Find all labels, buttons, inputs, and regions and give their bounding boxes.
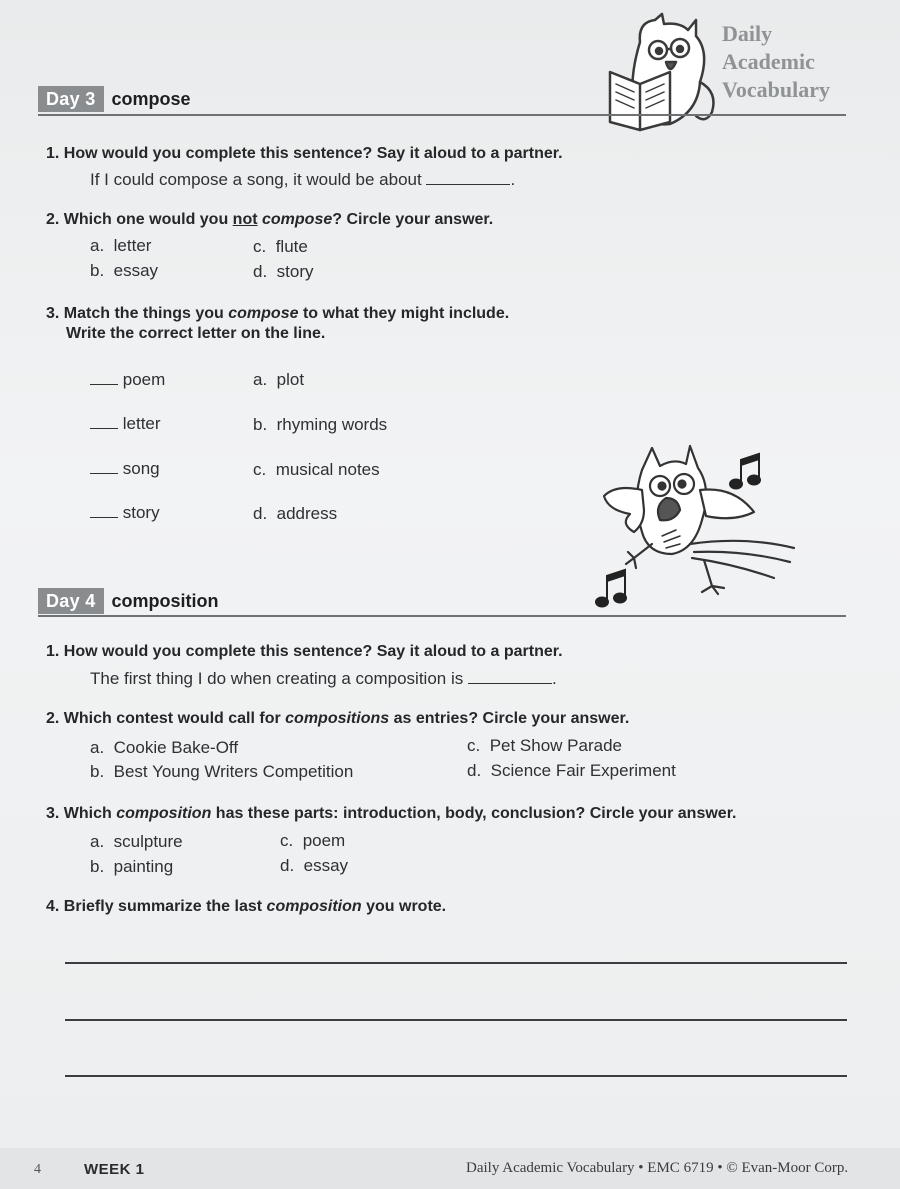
writing-line[interactable] (65, 1075, 847, 1077)
week-label: WEEK 1 (84, 1161, 145, 1178)
answer-blank[interactable] (468, 683, 552, 684)
sentence-end: . (510, 170, 516, 189)
day3-q3-prompt-line2: Write the correct letter on the line. (66, 325, 326, 342)
match-left-item[interactable]: poem (90, 370, 165, 390)
writing-line[interactable] (65, 1019, 847, 1021)
option-a[interactable]: a. sculpture (90, 832, 183, 851)
day4-q4-prompt (46, 898, 446, 916)
day3-q1-prompt (46, 145, 563, 163)
q-number: 1. (46, 643, 60, 660)
match-right-item: a. plot (253, 370, 305, 389)
writing-line[interactable] (65, 962, 847, 964)
option-c[interactable]: c. flute (253, 237, 308, 256)
day4-q2-prompt (46, 710, 629, 728)
q-text: Which (63, 805, 117, 822)
match-left-item[interactable]: story (90, 503, 160, 523)
q-number: 3. (46, 805, 60, 822)
day4-header (38, 588, 219, 614)
match-left-item[interactable]: letter (90, 414, 161, 434)
day4-q3-prompt (46, 805, 736, 823)
sentence-end: . (551, 669, 557, 688)
q-text: has these parts: introduction, body, conclusion? Circle your answer. (211, 805, 737, 822)
option-a[interactable]: a. letter (90, 236, 152, 255)
q-number: 4. (46, 898, 60, 915)
day4-tag: Day 4 (38, 588, 104, 614)
option-d[interactable]: d. Science Fair Experiment (467, 761, 676, 780)
q-text: How would you complete this sentence? Say it aloud to a partner. (63, 145, 563, 162)
q-text: Which contest would call for (63, 710, 286, 727)
footer-credit: Daily Academic Vocabulary • EMC 6719 • © Evan-Moor Corp. (466, 1160, 849, 1176)
day3-word: compose (111, 88, 191, 109)
day3-q3-prompt (46, 305, 509, 323)
logo-line-3: Vocabulary (722, 77, 830, 102)
logo-line-2: Academic (722, 49, 815, 74)
logo-line-1: Daily (722, 21, 773, 46)
q-text: Match the things you (63, 305, 229, 322)
match-right-item: d. address (253, 504, 338, 523)
logo-title (722, 20, 830, 104)
q-number: 3. (46, 305, 60, 322)
page-number: 4 (34, 1162, 41, 1177)
q-text: as entries? Circle your answer. (389, 710, 630, 727)
option-b[interactable]: b. essay (90, 261, 159, 280)
day3-q1-sentence (90, 170, 515, 190)
q-text: Briefly summarize the last (63, 898, 267, 915)
q-text: to what they might include. (298, 305, 510, 322)
day3-tag: Day 3 (38, 86, 104, 112)
answer-blank[interactable] (426, 184, 510, 185)
sentence-text: The first thing I do when creating a composition is (90, 669, 464, 688)
sentence-text: If I could compose a song, it would be about (90, 170, 422, 189)
q-number: 2. (46, 710, 60, 727)
q-vocab-word: compose (228, 305, 299, 322)
q-number: 2. (46, 211, 60, 228)
option-c[interactable]: c. Pet Show Parade (467, 736, 622, 755)
q-text: How would you complete this sentence? Say it aloud to a partner. (63, 643, 563, 660)
q-vocab-word: composition (116, 805, 212, 822)
option-b[interactable]: b. painting (90, 857, 174, 876)
option-b[interactable]: b. Best Young Writers Competition (90, 762, 354, 781)
q-vocab-word: composition (266, 898, 362, 915)
q-number: 1. (46, 145, 60, 162)
option-c[interactable]: c. poem (280, 831, 346, 850)
option-d[interactable]: d. essay (280, 856, 349, 875)
match-left-item[interactable]: song (90, 459, 160, 479)
day3-q2-prompt (46, 211, 493, 229)
day4-word: composition (111, 590, 219, 611)
match-right-item: b. rhyming words (253, 415, 388, 434)
q-text: ? Circle your answer. (332, 211, 494, 228)
q-emphasis: not (232, 211, 258, 228)
day3-header (38, 86, 191, 112)
match-right-item: c. musical notes (253, 460, 380, 479)
q-text: you wrote. (361, 898, 447, 915)
q-vocab-word: compositions (285, 710, 390, 727)
singing-owl-music-notes-icon (594, 440, 809, 620)
q-text: Which one would you (63, 211, 233, 228)
option-a[interactable]: a. Cookie Bake-Off (90, 738, 239, 757)
day3-rule (38, 114, 846, 116)
day4-rule (38, 615, 846, 617)
day4-q1-sentence (90, 669, 557, 689)
q-vocab-word: compose (262, 211, 333, 228)
day4-q1-prompt (46, 643, 563, 661)
option-d[interactable]: d. story (253, 262, 314, 281)
